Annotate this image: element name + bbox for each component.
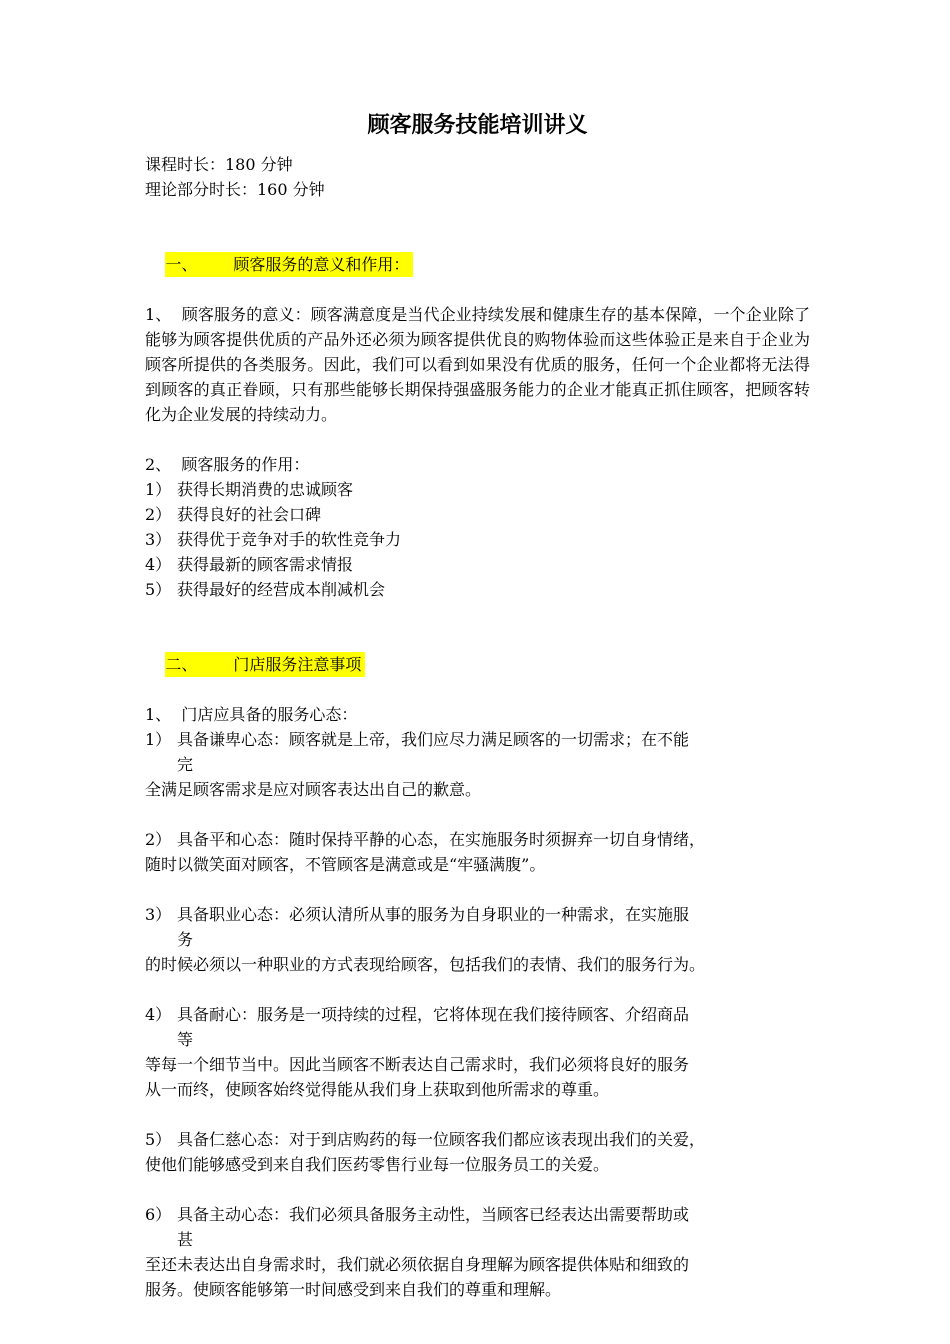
spacer (145, 427, 810, 452)
highlight (165, 652, 365, 677)
list-item (145, 827, 810, 852)
document-page (145, 108, 810, 1302)
section-1-paragraph-1 (145, 302, 810, 427)
list-item-continuation: 等 (177, 1030, 194, 1049)
list-item-text: 获得优于竞争对手的软性竞争力 (177, 530, 402, 549)
theory-duration: 理论部分时长：160 分钟 (145, 180, 325, 199)
list-item-number: 4） (145, 1005, 172, 1024)
list-item-number: 2） (145, 505, 172, 524)
list-item-continuation: 全满足顾客需求是应对顾客表达出自己的歉意。 (145, 780, 482, 799)
spacer (145, 877, 810, 902)
list-item-continuation: 服务。使顾客能够第一时间感受到来自我们的尊重和理解。 (145, 1280, 562, 1299)
spacer (145, 202, 810, 227)
list-item-text: 具备仁慈心态：对于到店购药的每一位顾客我们都应该表现出我们的关爱， (177, 1130, 706, 1149)
list-item (145, 1202, 810, 1227)
paragraph-number: 1、 (145, 305, 172, 324)
section-2-paragraph-1 (145, 702, 810, 727)
section-title: 顾客服务的意义和作用： (233, 255, 410, 274)
list-item-continuation: 务 (177, 930, 194, 949)
course-duration: 课程时长：180 分钟 (145, 155, 293, 174)
spacer (145, 1102, 810, 1127)
list-item (145, 902, 810, 927)
list-item-text: 具备谦卑心态：顾客就是上帝，我们应尽力满足顾客的一切需求；在不能 (177, 730, 690, 749)
list-item (145, 502, 810, 527)
section-title: 门店服务注意事项 (233, 655, 362, 674)
list-item-text: 具备主动心态：我们必须具备服务主动性，当顾客已经表达出需要帮助或 (177, 1205, 690, 1224)
list-item (145, 577, 810, 602)
paragraph-text: 门店应具备的服务心态： (181, 705, 358, 724)
list-item-number: 3） (145, 530, 172, 549)
list-item-text: 获得最好的经营成本削减机会 (177, 580, 386, 599)
section-number: 一、 (165, 255, 198, 274)
list-item-continuation: 完 (177, 755, 194, 774)
list-item-text: 获得长期消费的忠诚顾客 (177, 480, 354, 499)
list-item (145, 1002, 810, 1027)
list-item-text: 具备职业心态：必须认清所从事的服务为自身职业的一种需求，在实施服 (177, 905, 690, 924)
list-item-continuation: 等每一个细节当中。因此当顾客不断表达自己需求时，我们必须将良好的服务 (145, 1055, 690, 1074)
list-item-continuation: 甚 (177, 1230, 194, 1249)
spacer (145, 602, 810, 627)
list-item-number: 5） (145, 1130, 172, 1149)
list-item (145, 727, 810, 752)
list-item (145, 1127, 810, 1152)
list-item-number: 5） (145, 580, 172, 599)
list-item-continuation: 随时以微笑面对顾客，不管顾客是满意或是“牢骚满腹”。 (145, 855, 546, 874)
section-1-heading (145, 227, 810, 302)
spacer (145, 977, 810, 1002)
list-item-continuation: 至还未表达出自身需求时，我们就必须依据自身理解为顾客提供体贴和细致的 (145, 1255, 690, 1274)
list-item-number: 6） (145, 1205, 172, 1224)
paragraph-text: 顾客服务的作用： (181, 455, 310, 474)
list-item-continuation: 的时候必须以一种职业的方式表现给顾客，包括我们的表情、我们的服务行为。 (145, 955, 706, 974)
list-item-number: 1） (145, 730, 172, 749)
list-item-text: 具备耐心：服务是一项持续的过程，它将体现在我们接待顾客、介绍商品 (177, 1005, 690, 1024)
list-item-text: 获得良好的社会口碑 (177, 505, 322, 524)
list-item (145, 552, 810, 577)
list-item-number: 1） (145, 480, 172, 499)
spacer (145, 802, 810, 827)
list-item-number: 2） (145, 830, 172, 849)
section-2-heading (145, 627, 810, 702)
section-number: 二、 (165, 655, 198, 674)
list-item (145, 527, 810, 552)
paragraph-text: 顾客服务的意义：顾客满意度是当代企业持续发展和健康生存的基本保障，一个企业除了能够为顾客提供优质的产品外还必须为顾客提供优良的购物体验而这些体验正是来自于企业为顾客所提供的各类服务。因此，我们可以看到如果没有优质的服务，任何一个企业都将无法得到顾客的真正眷顾，只有那些能够长期保持强盛服务能力的企业才能真正抓住顾客，把顾客转化为企业发展的持续动力。 (145, 305, 810, 424)
paragraph-number: 2、 (145, 455, 172, 474)
list-item-text: 具备平和心态：随时保持平静的心态，在实施服务时须摒弃一切自身情绪， (177, 830, 706, 849)
list-item (145, 477, 810, 502)
highlight (165, 252, 413, 277)
list-item-number: 4） (145, 555, 172, 574)
spacer (145, 1177, 810, 1202)
section-1-paragraph-2 (145, 452, 810, 477)
list-item-number: 3） (145, 905, 172, 924)
document-title: 顾客服务技能培训讲义 (367, 112, 588, 138)
paragraph-number: 1、 (145, 705, 172, 724)
list-item-continuation: 使他们能够感受到来自我们医药零售行业每一位服务员工的关爱。 (145, 1155, 610, 1174)
list-item-continuation: 从一而终，使顾客始终觉得能从我们身上获取到他所需求的尊重。 (145, 1080, 610, 1099)
list-item-text: 获得最新的顾客需求情报 (177, 555, 354, 574)
